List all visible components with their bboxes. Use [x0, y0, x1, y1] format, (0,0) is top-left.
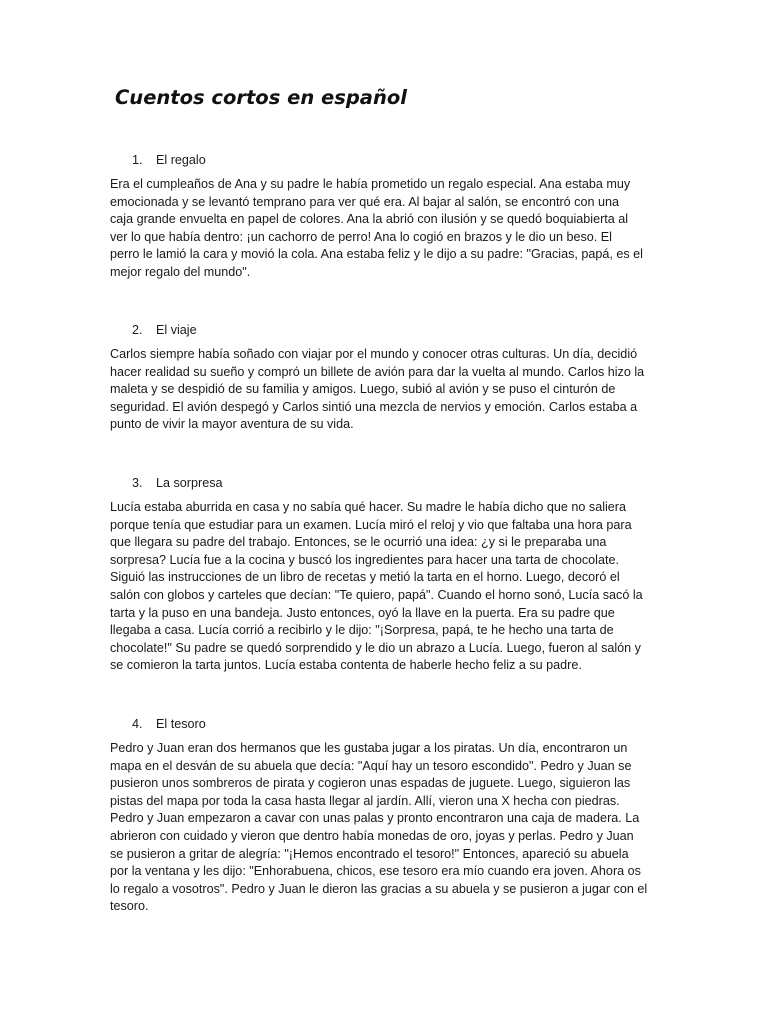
story-title: El tesoro	[156, 717, 206, 731]
text-line: Era el cumpleaños de Ana y su padre le había prometido un regalo especial. Ana estaba muy	[110, 177, 631, 191]
text-line: hacer realidad su sueño y compró un billete de avión para dar la vuelta al mundo. Carlos hizo la	[110, 364, 645, 379]
text-line: pusieron unos sombreros de pirata y cogieron unas espadas de juguete. Luego, siguieron las	[110, 776, 631, 791]
text-line: ver lo que había dentro: ¡un cachorro de perro! Ana lo cogió en brazos y le dio un beso. El	[110, 229, 612, 244]
text-line: tarta y la puso en una bandeja. Justo entonces, oyó la llave en la puerta. Era su padre que	[110, 605, 615, 620]
text-line: por la ventana y les dijo: "Enhorabuena, chicos, ese tesoro era mío cuando era joven. Ahora os	[110, 864, 641, 879]
text-line: caja grande envuelta en papel de colores. Ana la abrió con ilusión y se quedó boquiabierta al	[110, 212, 629, 227]
text-line: tesoro.	[110, 899, 149, 914]
text-line: Carlos siempre había soñado con viajar por el mundo y conocer otras culturas. Un día, decidió	[110, 347, 638, 361]
text-line: punto de vivir la mayor aventura de su vida.	[110, 417, 354, 432]
text-line: perro le lamió la cara y movió la cola. Ana estaba feliz y le dijo a su padre: "Gracias, papá, es el	[110, 247, 643, 262]
text-line: Siguió las instrucciones de un libro de recetas y metió la tarta en el horno. Luego, decoró el	[110, 570, 620, 585]
text-line: pistas del mapa por toda la casa hasta llegar al jardín. Allí, vieron una X hecha con piedras.	[110, 793, 620, 808]
text-line: seguridad. El avión despegó y Carlos sintió una mezcla de nervios y emoción. Carlos estaba a	[110, 399, 638, 414]
story-title: El regalo	[156, 153, 206, 167]
list-number: 4.	[132, 717, 143, 731]
story-paragraph	[110, 346, 658, 434]
text-line: sorpresa? Lucía fue a la cocina y buscó los ingredientes para hacer una tarta de chocolate.	[110, 552, 619, 567]
text-line: chocolate!" Su padre se quedó sorprendido y le dio un abrazo a Lucía. Luego, fueron al salón y	[110, 640, 641, 655]
list-number: 1.	[132, 153, 143, 167]
text-line: mapa en el desván de su abuela que decía: "Aquí hay un tesoro escondido". Pedro y Juan se	[110, 758, 632, 773]
story-paragraph	[110, 499, 658, 675]
text-line: maleta y se despidió de su familia y amigos. Luego, subió al avión y se puso el cinturón de	[110, 382, 616, 397]
story-paragraph	[110, 176, 658, 282]
text-line: llegaba a casa. Lucía corrió a recibirlo y le dijo: "¡Sorpresa, papá, te he hecho una tarta de	[110, 623, 614, 638]
text-line: lo regalo a vosotros". Pedro y Juan le dieron las gracias a su abuela y se pusieron a jugar con el	[110, 881, 648, 896]
story-title: La sorpresa	[156, 476, 223, 490]
text-line: Pedro y Juan empezaron a cavar con unas palas y pronto encontraron una caja de madera. La	[110, 811, 640, 826]
story-paragraph	[110, 740, 658, 916]
text-line: salón con globos y carteles que decían: "Te quiero, papá". Cuando el horno sonó, Lucía sacó la	[110, 587, 643, 602]
list-number: 2.	[132, 323, 143, 337]
text-line: mejor regalo del mundo".	[110, 264, 251, 279]
text-line: que llegara su padre del trabajo. Entonces, se le ocurrió una idea: ¿y si le preparaba una	[110, 535, 607, 550]
text-line: se pusieron a gritar de alegría: "¡Hemos encontrado el tesoro!" Entonces, apareció su abuela	[110, 846, 629, 861]
text-line: abrieron con cuidado y vieron que dentro había monedas de oro, joyas y perlas. Pedro y Juan	[110, 828, 634, 843]
text-line: Lucía estaba aburrida en casa y no sabía qué hacer. Su madre le había dicho que no saliera	[110, 500, 626, 514]
text-line: Pedro y Juan eran dos hermanos que les gustaba jugar a los piratas. Un día, encontraron un	[110, 741, 628, 755]
text-line: porque tenía que estudiar para un examen. Lucía miró el reloj y vio que faltaba una hora para	[110, 517, 632, 532]
text-line: emocionada y se levantó temprano para ver qué era. Al bajar al salón, se encontró con una	[110, 194, 619, 209]
text-line: se comieron la tarta juntos. Lucía estaba contenta de haberle hecho feliz a su padre.	[110, 658, 582, 673]
list-number: 3.	[132, 476, 143, 490]
story-title: El viaje	[156, 323, 197, 337]
document-title: Cuentos cortos en español	[115, 86, 407, 109]
